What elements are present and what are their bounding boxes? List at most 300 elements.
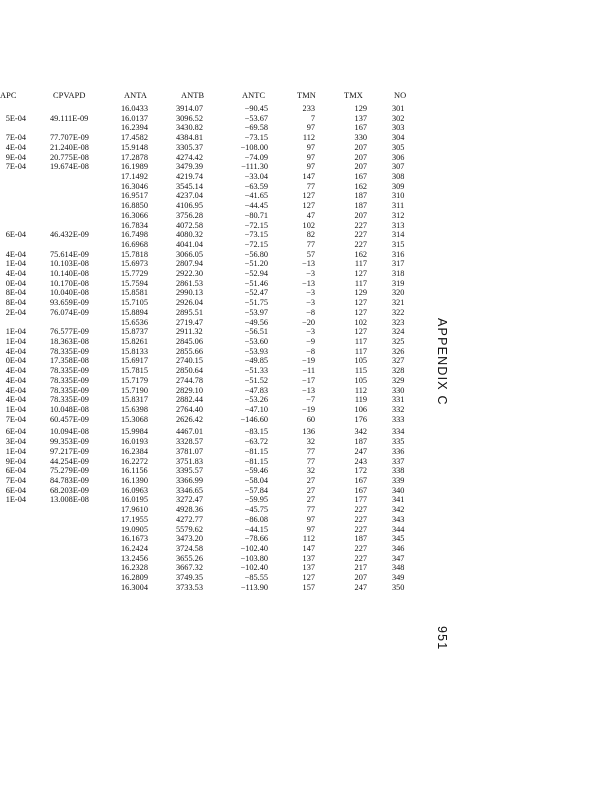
cell-tmn: 112	[302, 133, 315, 143]
cell-antc: −83.15	[244, 427, 268, 437]
cell-antc: −86.08	[244, 514, 268, 524]
cell-anta: 15.7105	[121, 298, 148, 308]
cell-no: 344	[392, 524, 405, 534]
cell-antb: 3756.28	[176, 210, 203, 220]
cell-apc: 4E-04	[5, 249, 26, 259]
cell-no: 327	[392, 356, 405, 366]
cell-antb: 3305.37	[176, 142, 203, 152]
cell-anta: 16.2809	[121, 573, 148, 583]
cell-antc: −47.83	[244, 385, 268, 395]
cell-antb: 2926.04	[176, 298, 203, 308]
cell-antb: 4041.04	[176, 239, 203, 249]
cell-no: 305	[392, 142, 405, 152]
cell-antb: 2911.32	[176, 327, 203, 337]
cell-tmn: 157	[302, 582, 315, 592]
header-antb: ANTB	[181, 91, 205, 100]
cell-apc: 4E-04	[5, 269, 26, 279]
cell-antb: 4384.81	[176, 133, 203, 143]
cell-no: 307	[392, 162, 405, 172]
table-row	[0, 405, 612, 415]
table-row	[0, 525, 612, 535]
table-row	[0, 386, 612, 396]
cell-anta: 15.7190	[121, 385, 148, 395]
cell-tmn: 77	[306, 456, 315, 466]
cell-antc: −45.75	[244, 505, 268, 515]
cell-no: 346	[392, 543, 405, 553]
cell-anta: 16.0195	[121, 495, 148, 505]
cell-antc: −59.46	[244, 466, 268, 476]
cell-tmn: −7	[306, 395, 315, 405]
table-row	[0, 191, 612, 201]
header-apc: APC	[0, 91, 17, 100]
cell-antc: −33.04	[244, 171, 268, 181]
cell-tmn: −13	[302, 278, 315, 288]
cell-antb: 4274.42	[176, 152, 203, 162]
cell-antb: 4080.32	[176, 230, 203, 240]
cell-antb: 2719.47	[176, 317, 203, 327]
cell-no: 340	[392, 485, 405, 495]
cell-tmx: 330	[354, 133, 367, 143]
cell-apc: 1E-04	[5, 405, 26, 414]
cell-cpvapd: 19.674E-08	[50, 162, 89, 172]
cell-tmn: 112	[302, 534, 315, 544]
cell-tmx: 127	[354, 298, 367, 308]
cell-tmx: 117	[354, 278, 367, 288]
cell-tmn: 32	[306, 437, 315, 447]
cell-anta: 15.6536	[121, 317, 148, 327]
cell-tmx: 105	[354, 375, 367, 385]
cell-antb: 3346.65	[176, 485, 203, 495]
cell-tmx: 172	[354, 466, 367, 476]
cell-apc: 4E-04	[5, 366, 26, 376]
cell-no: 308	[392, 171, 405, 181]
cell-apc: 9E-04	[5, 456, 26, 466]
cell-no: 322	[392, 307, 405, 317]
cell-apc: 7E-04	[5, 414, 26, 424]
cell-anta: 15.6973	[121, 259, 148, 269]
cell-antc: −81.15	[244, 456, 268, 466]
cell-anta: 19.0905	[121, 524, 148, 534]
cell-anta: 15.6398	[121, 405, 148, 414]
table-row	[0, 337, 612, 347]
cell-cpvapd: 76.577E-09	[50, 327, 89, 337]
cell-tmn: 127	[302, 191, 315, 201]
cell-antb: 2990.13	[176, 288, 203, 298]
cell-cpvapd: 18.363E-08	[50, 337, 89, 347]
table-row	[0, 172, 612, 182]
cell-antc: −59.95	[244, 495, 268, 505]
cell-tmx: 342	[354, 427, 367, 437]
cell-tmx: 127	[354, 327, 367, 337]
table-row	[0, 486, 612, 496]
cell-tmn: −19	[302, 405, 315, 414]
cell-anta: 16.0137	[121, 113, 148, 123]
table-row	[0, 211, 612, 221]
cell-antb: 3272.47	[176, 495, 203, 505]
cell-antc: −80.71	[244, 210, 268, 220]
cell-tmn: 82	[306, 230, 315, 240]
cell-cpvapd: 20.775E-08	[50, 152, 89, 162]
cell-tmx: 187	[354, 534, 367, 544]
cell-tmx: 127	[354, 307, 367, 317]
cell-cpvapd: 78.335E-09	[50, 346, 89, 356]
cell-no: 350	[392, 582, 405, 592]
cell-no: 339	[392, 475, 405, 485]
table-row	[0, 447, 612, 457]
table-row	[0, 114, 612, 124]
cell-anta: 16.1390	[121, 475, 148, 485]
cell-tmn: −20	[302, 317, 315, 327]
table-row	[0, 104, 612, 114]
cell-antc: −53.93	[244, 346, 268, 356]
cell-tmn: 97	[306, 524, 315, 534]
cell-no: 328	[392, 366, 405, 376]
cell-tmn: 32	[306, 466, 315, 476]
cell-anta: 16.8850	[121, 201, 148, 211]
cell-cpvapd: 10.170E-08	[50, 278, 89, 288]
cell-cpvapd: 75.614E-09	[50, 249, 89, 259]
cell-apc: 6E-04	[5, 485, 26, 495]
cell-antb: 2922.30	[176, 269, 203, 279]
cell-antc: −56.51	[244, 327, 268, 337]
cell-apc: 8E-04	[5, 298, 26, 308]
cell-no: 313	[392, 220, 405, 230]
cell-antc: −102.40	[240, 543, 268, 553]
cell-no: 342	[392, 505, 405, 515]
cell-antc: −53.67	[244, 113, 268, 123]
cell-cpvapd: 68.203E-09	[50, 485, 89, 495]
cell-apc: 6E-04	[5, 230, 26, 240]
header-antc: ANTC	[242, 91, 266, 100]
cell-anta: 15.7815	[121, 366, 148, 376]
cell-tmx: 247	[354, 582, 367, 592]
cell-anta: 17.1955	[121, 514, 148, 524]
cell-tmn: −3	[306, 288, 315, 298]
cell-tmx: 227	[354, 553, 367, 563]
cell-anta: 16.1673	[121, 534, 148, 544]
cell-tmn: 77	[306, 505, 315, 515]
cell-antc: −111.30	[241, 162, 268, 172]
cell-antc: −47.10	[244, 405, 268, 414]
cell-tmn: 27	[306, 495, 315, 505]
cell-tmn: 97	[306, 514, 315, 524]
cell-cpvapd: 46.432E-09	[50, 230, 89, 240]
cell-antc: −102.40	[240, 563, 268, 573]
cell-apc: 2E-04	[5, 307, 26, 317]
cell-apc: 0E-04	[5, 278, 26, 288]
cell-tmx: 227	[354, 524, 367, 534]
cell-tmx: 137	[354, 113, 367, 123]
cell-tmn: 137	[302, 563, 315, 573]
cell-no: 349	[392, 573, 405, 583]
cell-anta: 16.7834	[121, 220, 148, 230]
cell-anta: 16.0193	[121, 437, 148, 447]
table-row	[0, 250, 612, 260]
cell-tmx: 187	[354, 191, 367, 201]
cell-antb: 2882.44	[176, 395, 203, 405]
cell-antc: −73.15	[244, 133, 268, 143]
cell-tmn: 127	[302, 573, 315, 583]
table-row	[0, 505, 612, 515]
cell-tmx: 227	[354, 239, 367, 249]
cell-cpvapd: 49.111E-09	[50, 113, 89, 123]
cell-antc: −49.85	[244, 356, 268, 366]
cell-antb: 2855.66	[176, 346, 203, 356]
cell-no: 319	[392, 278, 405, 288]
cell-no: 301	[392, 104, 405, 113]
cell-no: 333	[392, 414, 405, 424]
cell-no: 330	[392, 385, 405, 395]
cell-tmx: 187	[354, 201, 367, 211]
cell-antc: −146.60	[240, 414, 268, 424]
cell-cpvapd: 78.335E-09	[50, 395, 89, 405]
cell-no: 348	[392, 563, 405, 573]
cell-anta: 16.3046	[121, 181, 148, 191]
cell-antc: −57.84	[244, 485, 268, 495]
cell-no: 315	[392, 239, 405, 249]
cell-no: 312	[392, 210, 405, 220]
cell-anta: 16.2328	[121, 563, 148, 573]
cell-tmx: 227	[354, 543, 367, 553]
cell-cpvapd: 10.103E-08	[50, 259, 89, 269]
cell-tmn: 102	[302, 220, 315, 230]
cell-antb: 2895.51	[176, 307, 203, 317]
cell-tmn: −13	[302, 385, 315, 395]
cell-cpvapd: 78.335E-09	[50, 366, 89, 376]
cell-anta: 17.1492	[121, 171, 148, 181]
cell-apc: 8E-04	[5, 288, 26, 298]
cell-tmx: 112	[354, 385, 367, 395]
cell-tmn: 60	[306, 414, 315, 424]
table-row	[0, 230, 612, 240]
cell-antc: −51.75	[244, 298, 268, 308]
cell-tmn: −3	[306, 298, 315, 308]
cell-antb: 3733.53	[176, 582, 203, 592]
table-row	[0, 318, 612, 328]
table-row	[0, 221, 612, 231]
cell-cpvapd: 78.335E-09	[50, 375, 89, 385]
cell-antc: −113.90	[240, 582, 268, 592]
cell-anta: 15.9148	[121, 142, 148, 152]
table-row	[0, 269, 612, 279]
cell-tmx: 117	[354, 259, 367, 269]
cell-tmx: 102	[354, 317, 367, 327]
cell-antb: 2829.10	[176, 385, 203, 395]
table-row	[0, 133, 612, 143]
cell-tmn: −13	[302, 259, 315, 269]
cell-no: 335	[392, 437, 405, 447]
cell-anta: 16.2394	[121, 123, 148, 133]
table-row	[0, 476, 612, 486]
cell-tmn: 233	[302, 104, 315, 113]
cell-antb: 2740.15	[176, 356, 203, 366]
cell-tmx: 117	[354, 346, 367, 356]
table-row	[0, 259, 612, 269]
table-row	[0, 466, 612, 476]
cell-tmx: 176	[354, 414, 367, 424]
cell-antc: −53.97	[244, 307, 268, 317]
cell-antc: −52.47	[244, 288, 268, 298]
cell-cpvapd: 10.094E-08	[50, 427, 89, 437]
cell-antb: 3781.07	[176, 446, 203, 456]
cell-apc: 6E-04	[5, 466, 26, 476]
table-row	[0, 356, 612, 366]
cell-anta: 15.7818	[121, 249, 148, 259]
cell-tmn: −8	[306, 346, 315, 356]
table-row	[0, 143, 612, 153]
cell-antc: −51.20	[244, 259, 268, 269]
cell-cpvapd: 10.140E-08	[50, 269, 89, 279]
table-row	[0, 534, 612, 544]
cell-cpvapd: 75.279E-09	[50, 466, 89, 476]
table-row	[0, 182, 612, 192]
cell-apc: 7E-04	[5, 475, 26, 485]
cell-cpvapd: 21.240E-08	[50, 142, 89, 152]
cell-tmx: 106	[354, 405, 367, 414]
cell-tmx: 207	[354, 142, 367, 152]
cell-anta: 17.4582	[121, 133, 148, 143]
cell-antb: 3366.99	[176, 475, 203, 485]
cell-tmx: 217	[354, 563, 367, 573]
cell-tmx: 247	[354, 446, 367, 456]
table-row	[0, 395, 612, 405]
cell-apc: 1E-04	[5, 259, 26, 269]
cell-tmx: 162	[354, 249, 367, 259]
cell-antb: 2850.64	[176, 366, 203, 376]
cell-antb: 2626.42	[176, 414, 203, 424]
table-row	[0, 563, 612, 573]
cell-no: 314	[392, 230, 405, 240]
cell-no: 324	[392, 327, 405, 337]
table-row	[0, 240, 612, 250]
cell-apc: 6E-04	[5, 427, 26, 437]
cell-antc: −63.72	[244, 437, 268, 447]
table-row	[0, 554, 612, 564]
cell-antc: −90.45	[244, 104, 268, 113]
cell-antb: 3751.83	[176, 456, 203, 466]
cell-no: 310	[392, 191, 405, 201]
cell-tmn: 147	[302, 171, 315, 181]
cell-anta: 16.1989	[121, 162, 148, 172]
header-tmn: TMN	[297, 91, 316, 100]
table-row	[0, 288, 612, 298]
cell-cpvapd: 84.783E-09	[50, 475, 89, 485]
cell-anta: 13.2456	[121, 553, 148, 563]
cell-anta: 15.8894	[121, 307, 148, 317]
cell-tmx: 167	[354, 485, 367, 495]
cell-antc: −56.80	[244, 249, 268, 259]
cell-no: 332	[392, 405, 405, 414]
appendix-label: APPENDIX C	[435, 318, 449, 406]
cell-antc: −53.26	[244, 395, 268, 405]
cell-antc: −69.58	[244, 123, 268, 133]
cell-tmx: 162	[354, 181, 367, 191]
cell-no: 320	[392, 288, 405, 298]
cell-anta: 16.9517	[121, 191, 148, 201]
cell-antb: 3096.52	[176, 113, 203, 123]
table-row	[0, 457, 612, 467]
cell-antb: 3479.39	[176, 162, 203, 172]
cell-antb: 4237.04	[176, 191, 203, 201]
cell-anta: 16.0433	[121, 104, 148, 113]
cell-apc: 4E-04	[5, 142, 26, 152]
cell-antc: −44.15	[244, 524, 268, 534]
cell-antc: −73.15	[244, 230, 268, 240]
cell-tmn: 27	[306, 475, 315, 485]
cell-antc: −52.94	[244, 269, 268, 279]
cell-tmn: 7	[310, 113, 315, 123]
cell-no: 341	[392, 495, 405, 505]
cell-no: 323	[392, 317, 405, 327]
page-number: 951	[435, 626, 449, 651]
cell-no: 311	[392, 201, 405, 211]
cell-no: 309	[392, 181, 405, 191]
cell-antc: −72.15	[244, 220, 268, 230]
cell-anta: 15.7594	[121, 278, 148, 288]
table-row	[0, 327, 612, 337]
cell-antc: −108.00	[240, 142, 268, 152]
cell-anta: 15.9984	[121, 427, 148, 437]
cell-cpvapd: 17.358E-08	[50, 356, 89, 366]
cell-no: 325	[392, 337, 405, 347]
cell-antc: −44.45	[244, 201, 268, 211]
cell-antb: 3473.20	[176, 534, 203, 544]
cell-antb: 2845.06	[176, 337, 203, 347]
table-row	[0, 308, 612, 318]
cell-antc: −63.59	[244, 181, 268, 191]
cell-anta: 15.7729	[121, 269, 148, 279]
cell-no: 334	[392, 427, 405, 437]
cell-tmx: 129	[354, 288, 367, 298]
cell-tmx: 207	[354, 210, 367, 220]
cell-tmx: 207	[354, 152, 367, 162]
cell-antb: 3430.82	[176, 123, 203, 133]
cell-anta: 16.6968	[121, 239, 148, 249]
cell-tmx: 227	[354, 220, 367, 230]
cell-no: 343	[392, 514, 405, 524]
cell-tmx: 243	[354, 456, 367, 466]
header-no: NO	[394, 91, 407, 100]
cell-apc: 7E-04	[5, 133, 26, 143]
cell-antb: 3724.58	[176, 543, 203, 553]
cell-tmn: −17	[302, 375, 315, 385]
cell-cpvapd: 60.457E-09	[50, 414, 89, 424]
cell-antc: −81.15	[244, 446, 268, 456]
cell-tmn: 47	[306, 210, 315, 220]
cell-anta: 16.3004	[121, 582, 148, 592]
cell-tmx: 167	[354, 171, 367, 181]
cell-antb: 2764.40	[176, 405, 203, 414]
cell-tmx: 207	[354, 573, 367, 583]
cell-anta: 16.1156	[121, 466, 148, 476]
cell-tmn: 136	[302, 427, 315, 437]
cell-no: 321	[392, 298, 405, 308]
cell-tmn: 97	[306, 152, 315, 162]
cell-cpvapd: 99.353E-09	[50, 437, 89, 447]
cell-apc: 1E-04	[5, 337, 26, 347]
cell-antb: 4106.95	[176, 201, 203, 211]
cell-antb: 2861.53	[176, 278, 203, 288]
cell-no: 331	[392, 395, 405, 405]
cell-antc: −53.60	[244, 337, 268, 347]
cell-apc: 0E-04	[5, 356, 26, 366]
cell-anta: 15.8737	[121, 327, 148, 337]
cell-anta: 15.8317	[121, 395, 148, 405]
cell-tmx: 119	[354, 395, 367, 405]
cell-antb: 4272.77	[176, 514, 203, 524]
cell-tmx: 115	[354, 366, 367, 376]
cell-antb: 2807.94	[176, 259, 203, 269]
